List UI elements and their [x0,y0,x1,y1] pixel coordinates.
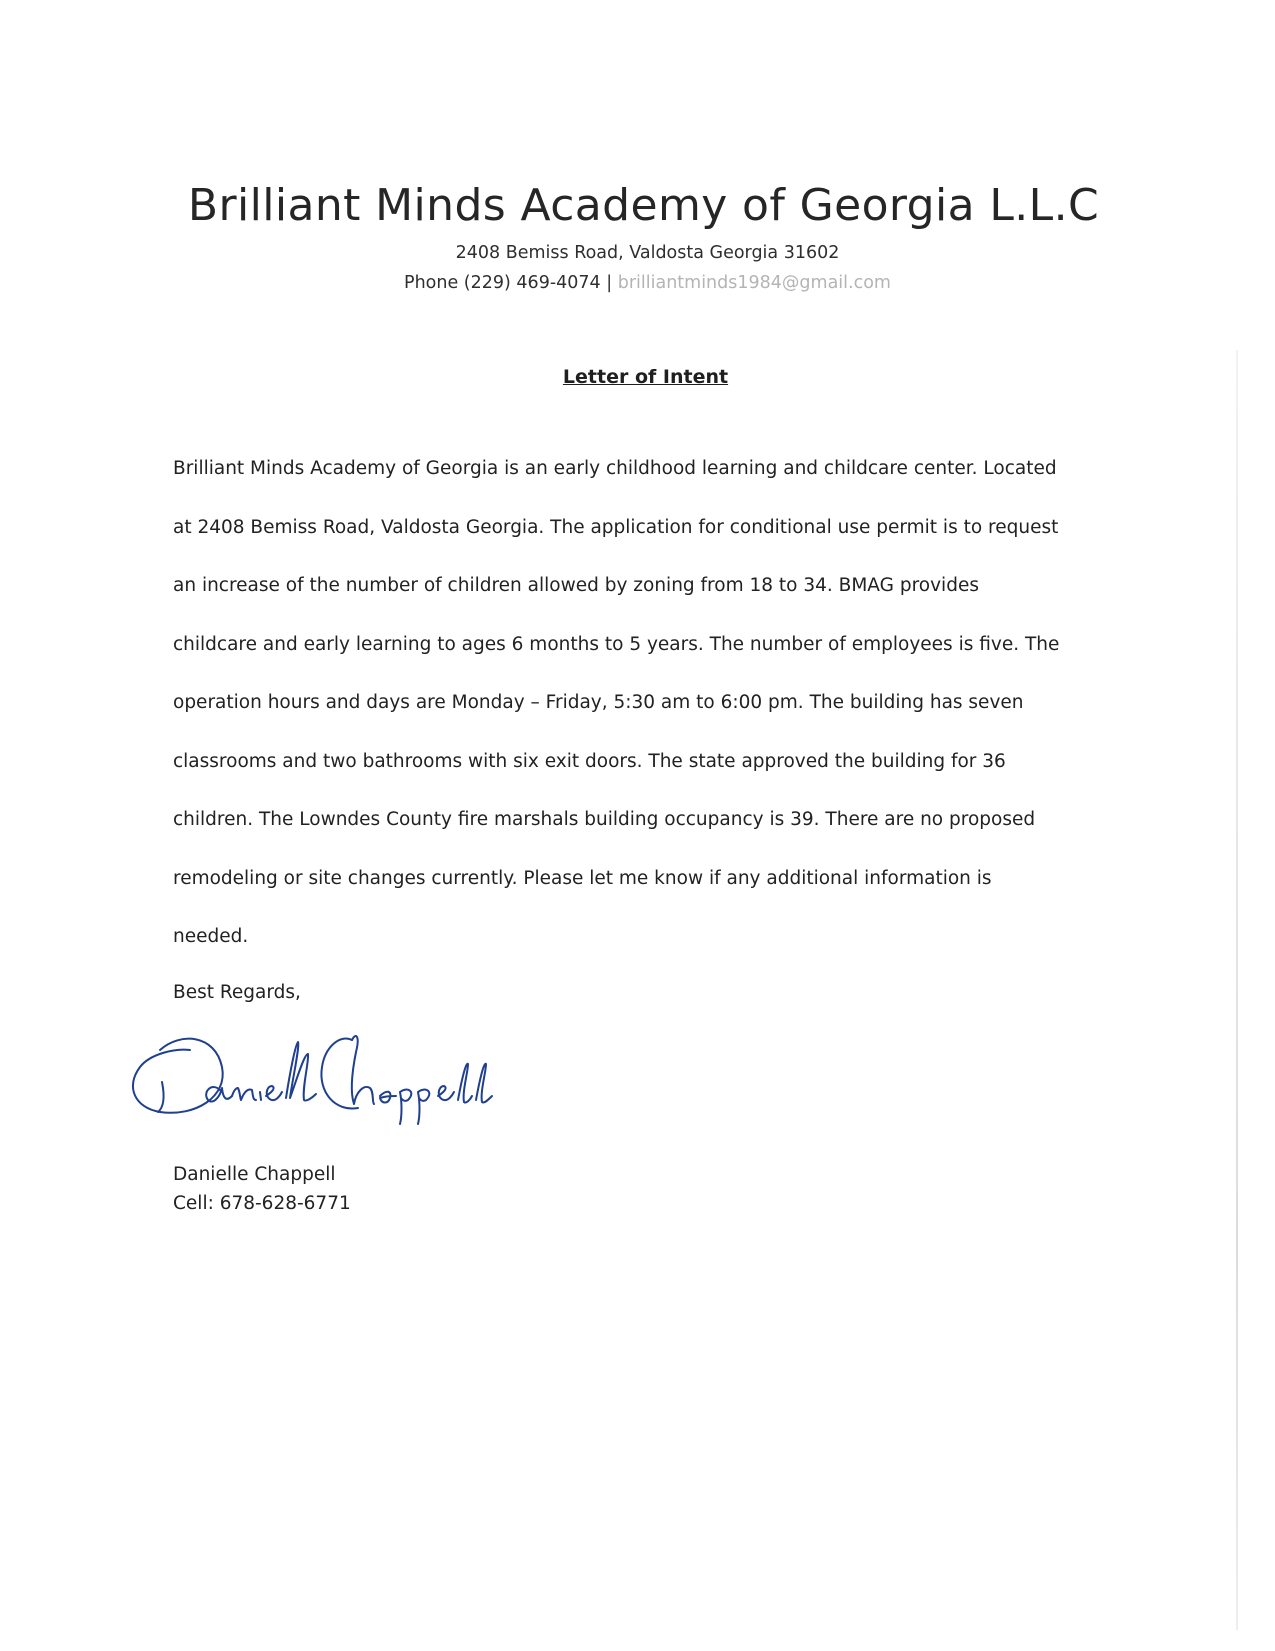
letter-closing: Best Regards, [173,982,301,1003]
company-name: Brilliant Minds Academy of Georgia L.L.C [187,180,1100,231]
company-phone: Phone (229) 469-4074 | [404,273,613,293]
signer-block [173,1160,351,1218]
body-line: an increase of the number of children allowed by zoning from 18 to 34. BMAG provides [173,575,979,596]
letter-heading: Letter of Intent [562,366,729,388]
body-line: classrooms and two bathrooms with six exit doors. The state approved the building for 36 [173,750,1006,772]
handwritten-signature [120,1012,500,1127]
signer-name: Danielle Chappell [173,1164,336,1185]
body-line: operation hours and days are Monday – Friday, 5:30 am to 6:00 pm. The building has seven [173,692,1024,713]
body-line: remodeling or site changes currently. Please let me know if any additional information is [173,867,992,889]
signer-cell: Cell: 678-628-6771 [173,1193,351,1214]
body-line: children. The Lowndes County fire marshals building occupancy is 39. There are no proposed [173,809,1036,830]
company-email: brilliantminds1984@gmail.com [617,273,891,293]
body-line: needed. [173,926,249,947]
body-line: childcare and early learning to ages 6 months to 5 years. The number of employees is five. The [173,633,1060,655]
body-line: at 2408 Bemiss Road, Valdosta Georgia. The application for conditional use permit is to request [173,516,1059,538]
letter-body [173,440,1103,967]
letterhead [0,178,1275,298]
scan-edge-shadow [1236,350,1238,1630]
company-contact [20,268,1275,298]
company-address: 2408 Bemiss Road, Valdosta Georgia 31602 [455,243,840,263]
body-line: Brilliant Minds Academy of Georgia is an early childhood learning and childcare center. Located [173,458,1057,479]
